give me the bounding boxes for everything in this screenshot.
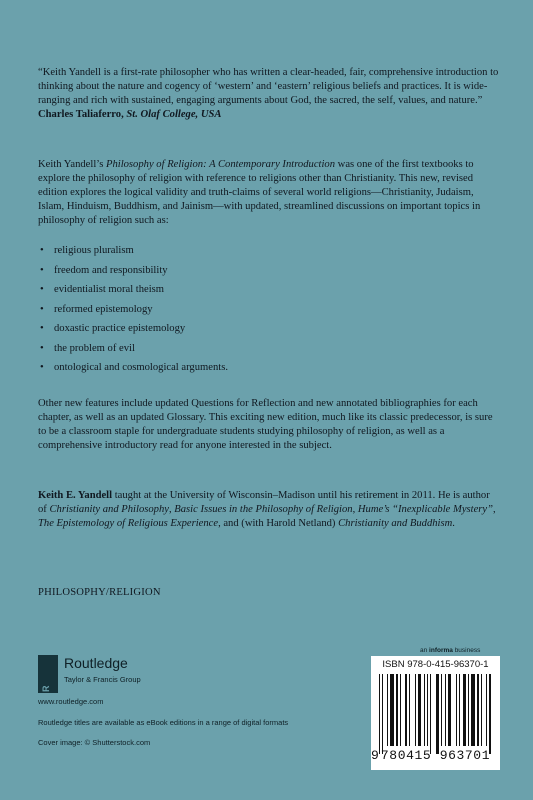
- barcode-bar: [456, 674, 457, 746]
- informa-tagline: [420, 647, 480, 654]
- cover-credit: Cover image: © Shutterstock.com: [38, 738, 151, 747]
- barcode-bar: [436, 674, 439, 754]
- informa-brand: informa: [429, 647, 453, 654]
- barcode-bar: [477, 674, 480, 746]
- topic-item: • freedom and responsibility: [38, 264, 228, 284]
- book-title: Philosophy of Religion: A Contemporary Introduction: [105, 159, 336, 170]
- topic-item: • religious pluralism: [38, 244, 228, 264]
- separator: ,: [168, 504, 175, 515]
- barcode-bar: [459, 674, 460, 746]
- description-text: Keith Yandell’s: [38, 159, 106, 170]
- barcode-bar: [463, 674, 466, 746]
- topics-list: [38, 244, 228, 381]
- isbn-label: ISBN 978-0-415-96370-1: [382, 659, 489, 670]
- informa-prefix: an: [420, 647, 430, 654]
- barcode-bar: [448, 674, 451, 746]
- barcode-number: 780415 963701: [380, 748, 491, 763]
- work-title: Christianity and Philosophy: [49, 504, 169, 515]
- publisher-url: www.routledge.com: [38, 697, 104, 706]
- topic-item: • doxastic practice epistemology: [38, 322, 228, 342]
- work-title: Basic Issues in the Philosophy of Religion: [174, 504, 353, 515]
- work-title: The Epistemology of Religious Experience: [38, 518, 219, 529]
- barcode-bar: [489, 674, 492, 754]
- separator: ,: [352, 504, 358, 515]
- barcode-bar: [405, 674, 408, 746]
- subject-category: PHILOSOPHY/RELIGION: [38, 587, 161, 598]
- topic-item: • the problem of evil: [38, 342, 228, 362]
- barcode-bar: [379, 674, 380, 754]
- barcode-bar: [400, 674, 401, 746]
- barcode-bar: [390, 674, 394, 746]
- author-name: Keith E. Yandell: [38, 490, 113, 501]
- barcode-bar: [468, 674, 469, 746]
- ebook-note: Routledge titles are available as eBook editions in a range of digital formats: [38, 718, 289, 727]
- barcode-lead-digit: 9: [371, 748, 380, 763]
- bio-text: .: [452, 518, 455, 529]
- topic-item: • evidentialist moral theism: [38, 283, 228, 303]
- quote-attribution: [38, 108, 500, 122]
- topic-item: • reformed epistemology: [38, 303, 228, 323]
- informa-suffix: business: [452, 647, 481, 654]
- routledge-logo: [38, 655, 188, 697]
- barcode-bar: [424, 674, 425, 746]
- topic-item: • ontological and cosmological arguments.: [38, 361, 228, 381]
- barcode-bar: [418, 674, 421, 746]
- barcode-bar: [387, 674, 388, 746]
- work-title: Christianity and Buddhism: [338, 518, 453, 529]
- bio-text: taught at the University of Wisconsin–Madison until his retirement in 2011. He is author of: [38, 490, 490, 515]
- author-bio: [38, 489, 500, 531]
- publisher-name: Routledge: [64, 655, 128, 671]
- description-text-cont: was one of the first textbooks to explore the philosophy of religion with reference to religions other than Christianity. This new, revised edition explores the logical validity and truth-claims of several world religions—Christianity, Judaism, Islam, Hinduism, Buddhism, and Jainism—with updated, streamlined discussions on important topics in philosophy of religion such as:: [38, 159, 481, 226]
- routledge-mark-icon: [38, 655, 58, 693]
- endorsement-quote: [38, 66, 500, 122]
- publisher-group: Taylor & Francis Group: [64, 675, 141, 684]
- barcode-bar: [382, 674, 383, 754]
- barcode-digits: [371, 748, 500, 763]
- quote-text: “Keith Yandell is a first-rate philosopher who has written a clear-headed, fair, comprehensive introduction to thinking about the nature and cogency of ‘western’ and ‘eastern’ religious beliefs and practices. It is wide-ranging and rich with sustained, engaging arguments about God, the sacred, the self, values, and nature.”: [38, 67, 499, 106]
- new-features-paragraph: Other new features include updated Questions for Reflection and new annotated bibliographies for each chapter, as well as an updated Glossary. This exciting new edition, much like its classic predecessor, is sure to be a classroom staple for undergraduate students studying philosophy of religion, as well as a comprehensive introductory read for anyone interested in the subject.: [38, 398, 493, 451]
- quote-author: Charles Taliaferro,: [38, 109, 124, 120]
- barcode-bar: [441, 674, 442, 746]
- isbn-barcode: [371, 656, 500, 770]
- work-title: Hume’s “Inexplicable Mystery”: [357, 504, 494, 515]
- book-description: [38, 158, 500, 228]
- barcode-bars: [379, 674, 493, 746]
- quote-affiliation: St. Olaf College, USA: [126, 109, 222, 120]
- barcode-bar: [427, 674, 428, 746]
- barcode-bar: [396, 674, 399, 746]
- barcode-bar: [445, 674, 446, 746]
- logo-letter: R: [41, 685, 51, 692]
- barcode-bar: [471, 674, 475, 746]
- separator: ,: [493, 504, 496, 515]
- bio-text: , and (with Harold Netland): [218, 518, 339, 529]
- barcode-bar: [415, 674, 416, 746]
- barcode-bar: [481, 674, 482, 746]
- barcode-bar: [430, 674, 431, 754]
- barcode-bar: [486, 674, 487, 746]
- barcode-bar: [409, 674, 410, 746]
